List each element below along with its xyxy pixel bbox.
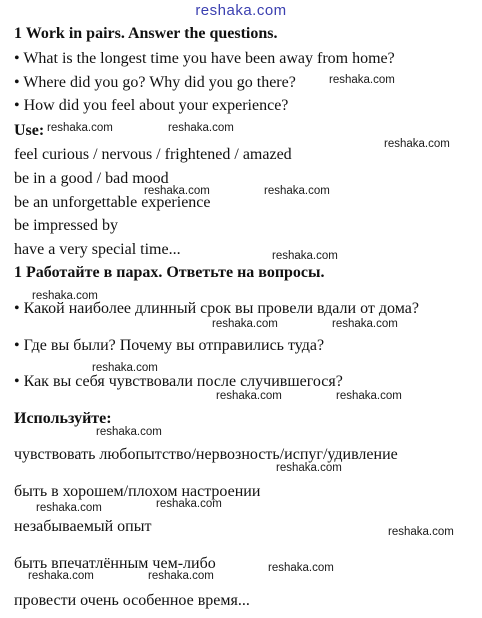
- watermark: reshaka.com: [336, 390, 402, 402]
- watermark: reshaka.com: [32, 290, 98, 302]
- exercise-heading-ru: 1 Работайте в парах. Ответьте на вопросы.: [14, 264, 325, 281]
- use-label-ru: Используйте:: [14, 410, 112, 427]
- phrase-en-1: feel curious / nervous / frightened / amazed: [14, 146, 292, 163]
- phrase-en-4: be impressed by: [14, 217, 118, 234]
- phrase-en-5: have a very special time...: [14, 241, 181, 258]
- phrase-ru-2: быть в хорошем/плохом настроении: [14, 483, 261, 500]
- question-ru-2: • Где вы были? Почему вы отправились туда?: [14, 337, 325, 354]
- watermark: reshaka.com: [148, 570, 214, 582]
- watermark: reshaka.com: [276, 462, 342, 474]
- watermark: reshaka.com: [329, 74, 395, 86]
- exercise-heading-en: 1 Work in pairs. Answer the questions.: [14, 25, 278, 42]
- watermark: reshaka.com: [156, 498, 222, 510]
- header-watermark: reshaka.com: [195, 2, 287, 19]
- watermark: reshaka.com: [384, 138, 450, 150]
- watermark: reshaka.com: [92, 362, 158, 374]
- watermark: reshaka.com: [264, 185, 330, 197]
- question-en-3: • How did you feel about your experience?: [14, 97, 289, 114]
- watermark: reshaka.com: [272, 250, 338, 262]
- question-ru-3: • Как вы себя чувствовали после случившегося?: [14, 373, 343, 390]
- watermark: reshaka.com: [168, 122, 234, 134]
- watermark: reshaka.com: [388, 526, 454, 538]
- use-label-en: Use:: [14, 122, 45, 139]
- watermark: reshaka.com: [268, 562, 334, 574]
- watermark: reshaka.com: [144, 185, 210, 197]
- watermark: reshaka.com: [28, 570, 94, 582]
- question-en-2: • Where did you go? Why did you go there?: [14, 74, 296, 91]
- question-en-1: • What is the longest time you have been away from home?: [14, 50, 395, 67]
- watermark: reshaka.com: [212, 318, 278, 330]
- watermark: reshaka.com: [96, 426, 162, 438]
- watermark: reshaka.com: [36, 502, 102, 514]
- phrase-ru-4: быть впечатлённым чем-либо: [14, 555, 216, 572]
- phrase-en-2: be in a good / bad mood: [14, 170, 169, 187]
- question-ru-1: • Какой наиболее длинный срок вы провели вдали от дома?: [14, 300, 419, 317]
- phrase-en-3: be an unforgettable experience: [14, 194, 211, 211]
- phrase-ru-5: провести очень особенное время...: [14, 592, 250, 609]
- watermark: reshaka.com: [216, 390, 282, 402]
- phrase-ru-3: незабываемый опыт: [14, 518, 152, 535]
- watermark: reshaka.com: [47, 122, 113, 134]
- watermark: reshaka.com: [332, 318, 398, 330]
- phrase-ru-1: чувствовать любопытство/нервозность/испуг/удивление: [14, 446, 398, 463]
